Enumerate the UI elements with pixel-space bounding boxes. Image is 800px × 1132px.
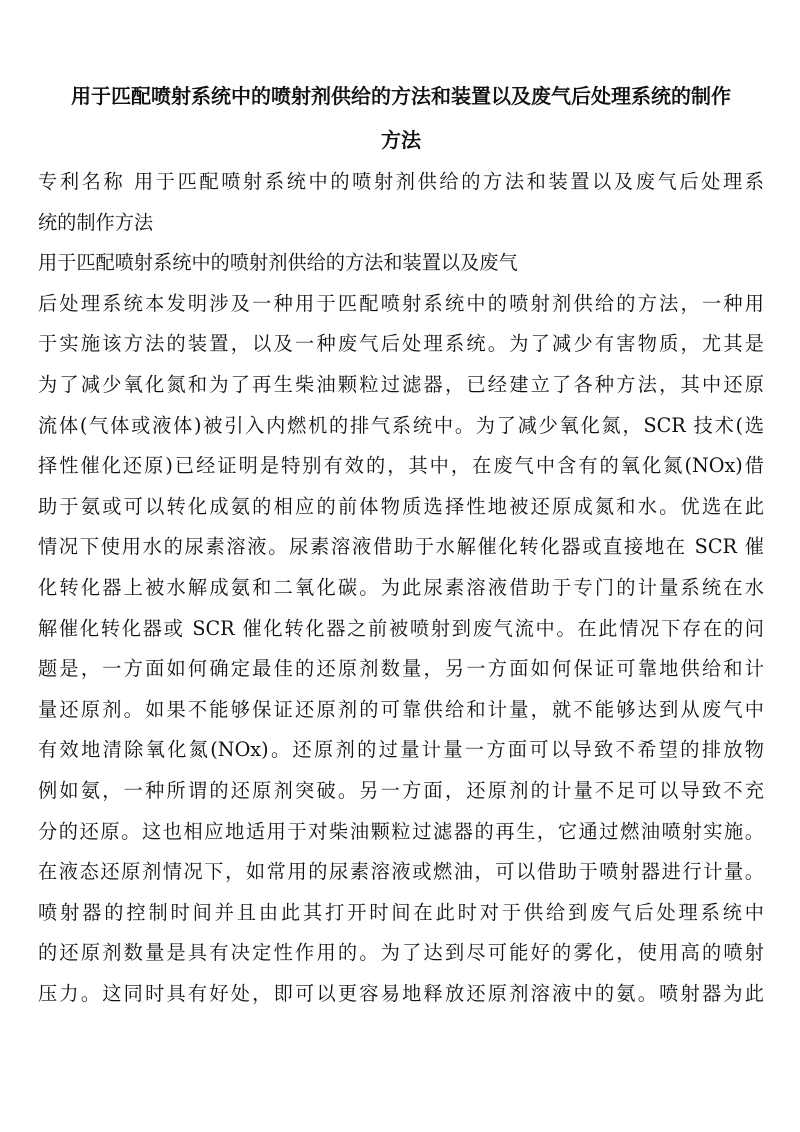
body-line: 为了减少氧化氮和为了再生柴油颗粒过滤器，已经建立了各种方法，其中还原: [38, 372, 764, 396]
body-line: 后处理系统本发明涉及一种用于匹配喷射系统中的喷射剂供给的方法，一种用: [38, 291, 764, 315]
body-line: 量还原剂。如果不能够保证还原剂的可靠供给和计量，就不能够达到从废气中: [38, 697, 764, 721]
document-page: [38, 74, 764, 1014]
body-line: 喷射器的控制时间并且由此其打开时间在此时对于供给到废气后处理系统中: [38, 900, 764, 924]
body-line: 有效地清除氧化氮(NOx)。还原剂的过量计量一方面可以导致不希望的排放物: [38, 738, 764, 762]
patent-name-line-1: 专利名称 用于匹配喷射系统中的喷射剂供给的方法和装置以及废气后处理系: [38, 170, 764, 193]
body-line: 的还原剂数量是具有决定性作用的。为了达到尽可能好的雾化，使用高的喷射: [38, 941, 764, 965]
body-line: 流体(气体或液体)被引入内燃机的排气系统中。为了减少氧化氮，SCR 技术(选: [38, 413, 764, 437]
body-line: 压力。这同时具有好处，即可以更容易地释放还原剂溶液中的氨。喷射器为此: [38, 981, 764, 1005]
body-line: 化转化器上被水解成氨和二氧化碳。为此尿素溶液借助于专门的计量系统在水: [38, 575, 764, 599]
document-title-line-2: 方法: [381, 128, 421, 152]
body-line: 分的还原。这也相应地适用于对柴油颗粒过滤器的再生，它通过燃油喷射实施。: [38, 819, 764, 843]
body-line: 题是，一方面如何确定最佳的还原剂数量，另一方面如何保证可靠地供给和计: [38, 657, 764, 681]
body-line: 于实施该方法的装置，以及一种废气后处理系统。为了减少有害物质，尤其是: [38, 332, 764, 356]
patent-name-line-2: 统的制作方法: [38, 210, 154, 234]
document-title-line-1: 用于匹配喷射系统中的喷射剂供给的方法和装置以及废气后处理系统的制作: [71, 84, 731, 108]
body-line: 在液态还原剂情况下，如常用的尿素溶液或燃油，可以借助于喷射器进行计量。: [38, 860, 764, 884]
body-line: 情况下使用水的尿素溶液。尿素溶液借助于水解催化转化器或直接地在 SCR 催: [38, 535, 764, 559]
section-heading: 用于匹配喷射系统中的喷射剂供给的方法和装置以及废气: [38, 251, 518, 275]
body-line: 助于氨或可以转化成氨的相应的前体物质选择性地被还原成氮和水。优选在此: [38, 494, 764, 518]
body-line: 择性催化还原)已经证明是特别有效的，其中，在废气中含有的氧化氮(NOx)借: [38, 454, 764, 478]
body-line: 解催化转化器或 SCR 催化转化器之前被喷射到废气流中。在此情况下存在的问: [38, 616, 764, 640]
body-line: 例如氨，一种所谓的还原剂突破。另一方面，还原剂的计量不足可以导致不充: [38, 778, 764, 802]
